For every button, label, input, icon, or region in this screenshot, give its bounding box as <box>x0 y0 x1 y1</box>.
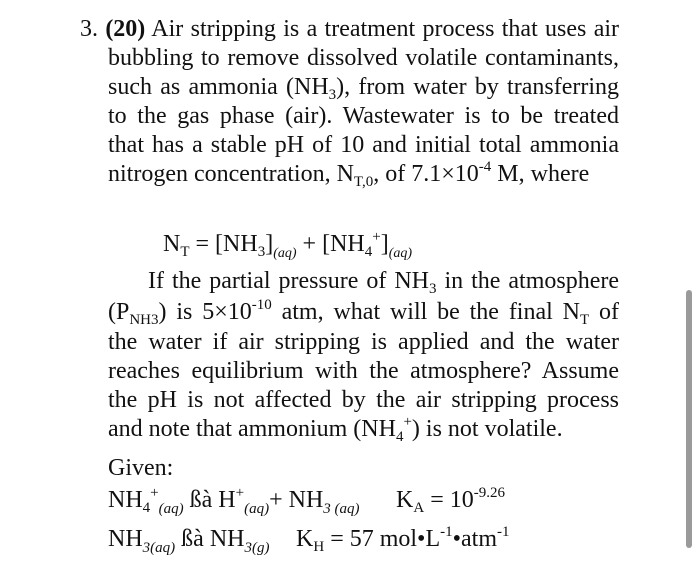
question-line-5: the pH is not affected by the air stripping process <box>108 387 619 413</box>
intro-line-5: that has a stable pH of 10 and initial total ammonia <box>108 132 619 158</box>
total-ammonia-equation: $N_T = [NH_3]_{(aq)} + [NH_4^+]_{(aq)}$ <box>163 229 413 261</box>
vertical-scrollbar[interactable] <box>686 290 692 548</box>
question-line-4: reaches equilibrium with the atmosphere? Assume <box>108 358 619 384</box>
intro-line-3: such as ammonia $(NH_3)$, from water by transferring <box>108 74 620 103</box>
intro-line-4: to the gas phase (air). Wastewater is to be treated <box>108 103 619 129</box>
question-line-6: and note that ammonium $(NH_4^+)$ is not volatile. <box>108 414 563 445</box>
given-reaction-1: $NH_4^+_{(aq)}$ ßà $H^+_{(aq)}+ NH_{3 (aq)}$ <box>108 485 360 517</box>
given-label: Given: <box>108 455 174 481</box>
intro-line-6: nitrogen concentration, $N_{T,0}$, of $7.1\times 10^{-4}$ M, where <box>108 159 590 190</box>
problem-points: (20) <box>105 16 146 42</box>
given-reaction-2: $NH_{3(aq)}$ ßà $NH_{3(g)}$ <box>108 526 270 556</box>
intro-line-1: Air stripping is a treatment process that uses air <box>151 16 620 42</box>
given-kh-value: $K_H = 57$ $mol•L^{-1}•atm^{-1}$ <box>296 524 510 555</box>
given-ka-value: $K_A = 10^{-9.26}$ <box>396 485 505 516</box>
question-line-3: the water if air stripping is applied and the water <box>108 329 619 355</box>
problem-number: 3. <box>80 16 98 42</box>
intro-line-2: bubbling to remove dissolved volatile contaminants, <box>108 45 619 71</box>
problem-line-1 <box>80 14 619 44</box>
question-line-1: If the partial pressure of $NH_3$ in the atmosphere <box>148 268 619 297</box>
question-line-2: $(P_{NH3})$ is $5\times 10^{-10}$ atm, what will be the final $N_T$ of <box>108 297 619 328</box>
